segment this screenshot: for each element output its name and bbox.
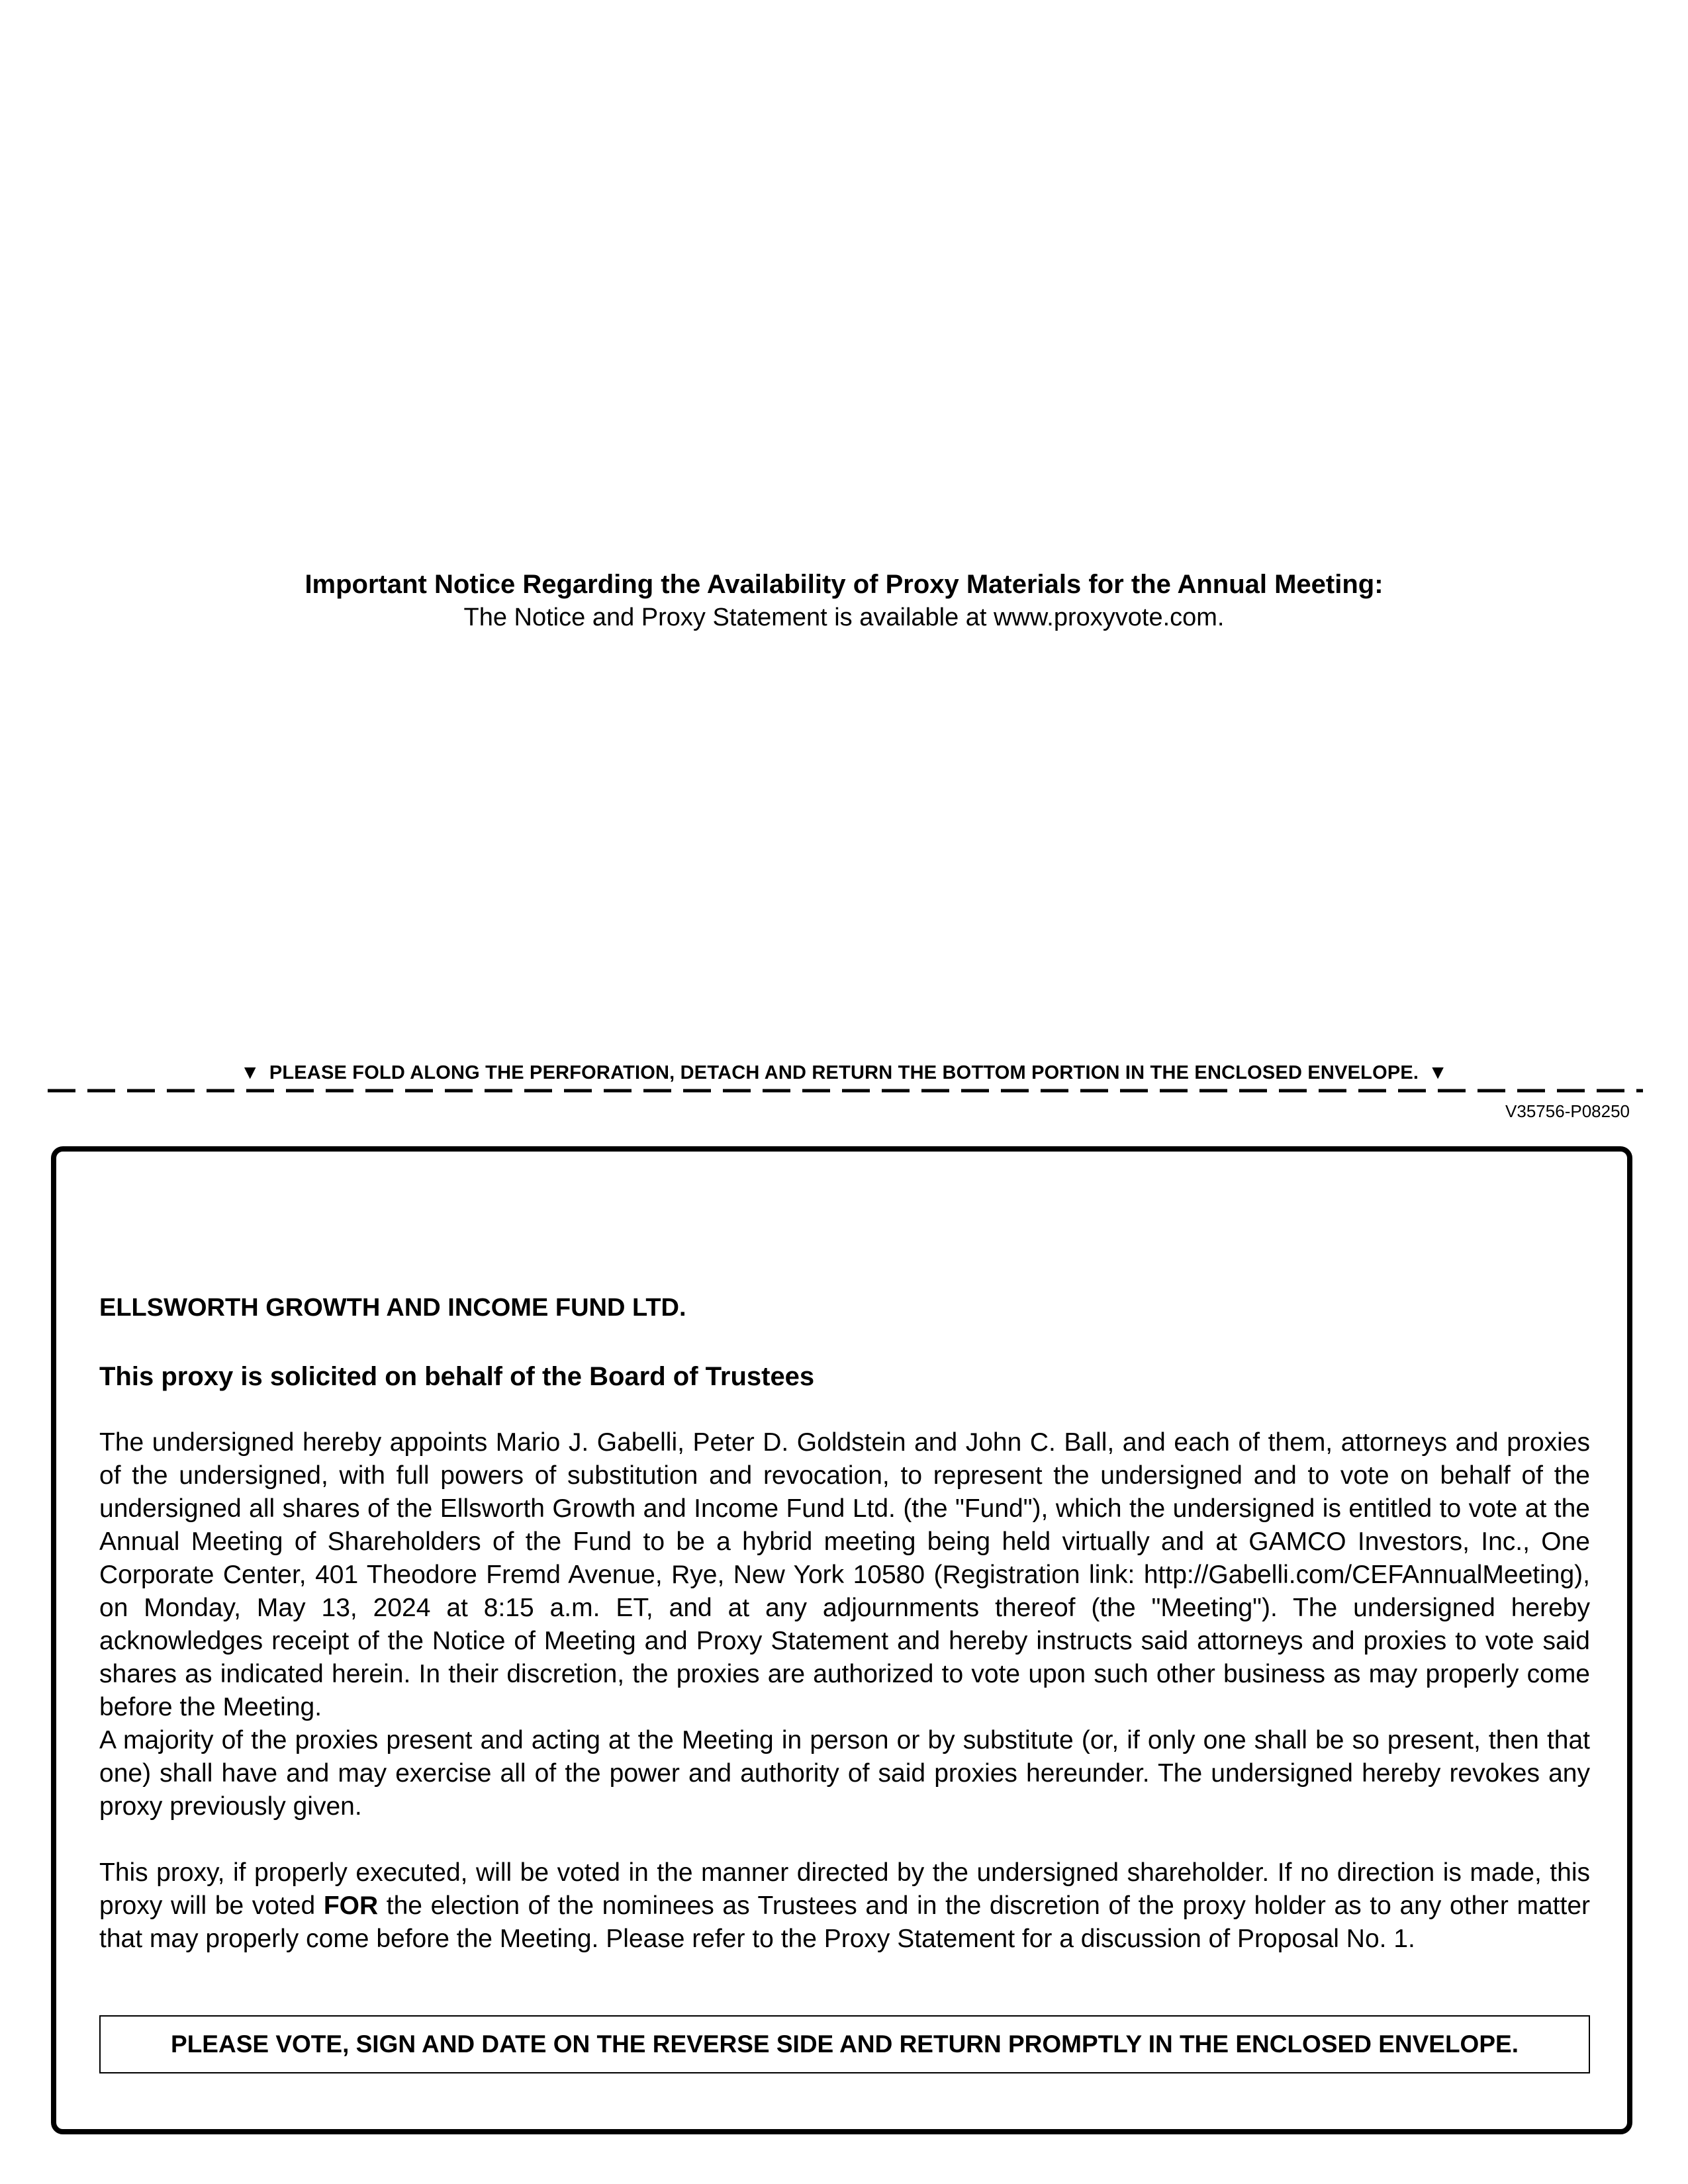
fold-instruction xyxy=(0,1062,1688,1084)
down-arrow-icon: ▼ xyxy=(1428,1062,1448,1083)
appointment-paragraph: The undersigned hereby appoints Mario J. Gabelli, Peter D. Goldstein and John C. Ball, and each of them, attorneys and proxies of the undersigned, with full powers of substitution and revocation, to represent the undersigned and to vote on behalf of the undersigned all shares of the Ellsworth Growth and Income Fund Ltd. (the "Fund"), which the undersigned is entitled to vote at the Annual Meeting of Shareholders of the Fund to be a hybrid meeting being held virtually and at GAMCO Investors, Inc., One Corporate Center, 401 Theodore Fremd Avenue, Rye, New York 10580 (Registration link: http://Gabelli.com/CEFAnnualMeeting), on Monday, May 13, 2024 at 8:15 a.m. ET, and at any adjournments thereof (the "Meeting"). The undersigned hereby acknowledges receipt of the Notice of Meeting and Proxy Statement and hereby instructs said attorneys and proxies to vote said shares as indicated herein. In their discretion, the proxies are authorized to vote upon such other business as may properly come before the Meeting. xyxy=(99,1428,1590,1721)
control-code: V35756-P08250 xyxy=(1505,1101,1630,1121)
for-emphasis: FOR xyxy=(323,1891,379,1920)
solicitation-heading: This proxy is solicited on behalf of the Board of Trustees xyxy=(99,1362,815,1391)
perforation-line xyxy=(48,1089,1643,1093)
vote-instruction-box xyxy=(99,2015,1590,2073)
vote-instruction-text: PLEASE VOTE, SIGN AND DATE ON THE REVERSE SIDE AND RETURN PROMPTLY IN THE ENCLOSED ENVELOPE. xyxy=(171,2030,1519,2058)
fund-name: ELLSWORTH GROWTH AND INCOME FUND LTD. xyxy=(99,1294,686,1322)
availability-notice xyxy=(0,568,1688,634)
fold-instruction-text: PLEASE FOLD ALONG THE PERFORATION, DETACH AND RETURN THE BOTTOM PORTION IN THE ENCLOSED ENVELOPE. xyxy=(269,1062,1419,1083)
notice-title: Important Notice Regarding the Availability of Proxy Materials for the Annual Meeting: xyxy=(305,570,1383,599)
voting-direction-text-end: the election of the nominees as Trustees and in the discretion of the proxy holder as to any other matter that may properly come before the Meeting. Please refer to the Proxy Statement for a discussion of Proposal No. 1. xyxy=(99,1891,1591,1953)
down-arrow-icon: ▼ xyxy=(240,1062,260,1083)
majority-paragraph: A majority of the proxies present and acting at the Meeting in person or by substitute (or, if only one shall be so present, then that one) shall have and may exercise all of the power and authority of said proxies hereunder. The undersigned hereby revokes any proxy previously given. xyxy=(99,1726,1590,1821)
voting-direction-paragraph xyxy=(99,1856,1590,1956)
voting-direction-text: This proxy, if properly executed, will be voted in the manner directed by the undersigned shareholder. If no direction is made, this proxy will be voted xyxy=(99,1858,1590,1920)
notice-text: The Notice and Proxy Statement is available at www.proxyvote.com. xyxy=(463,604,1225,631)
